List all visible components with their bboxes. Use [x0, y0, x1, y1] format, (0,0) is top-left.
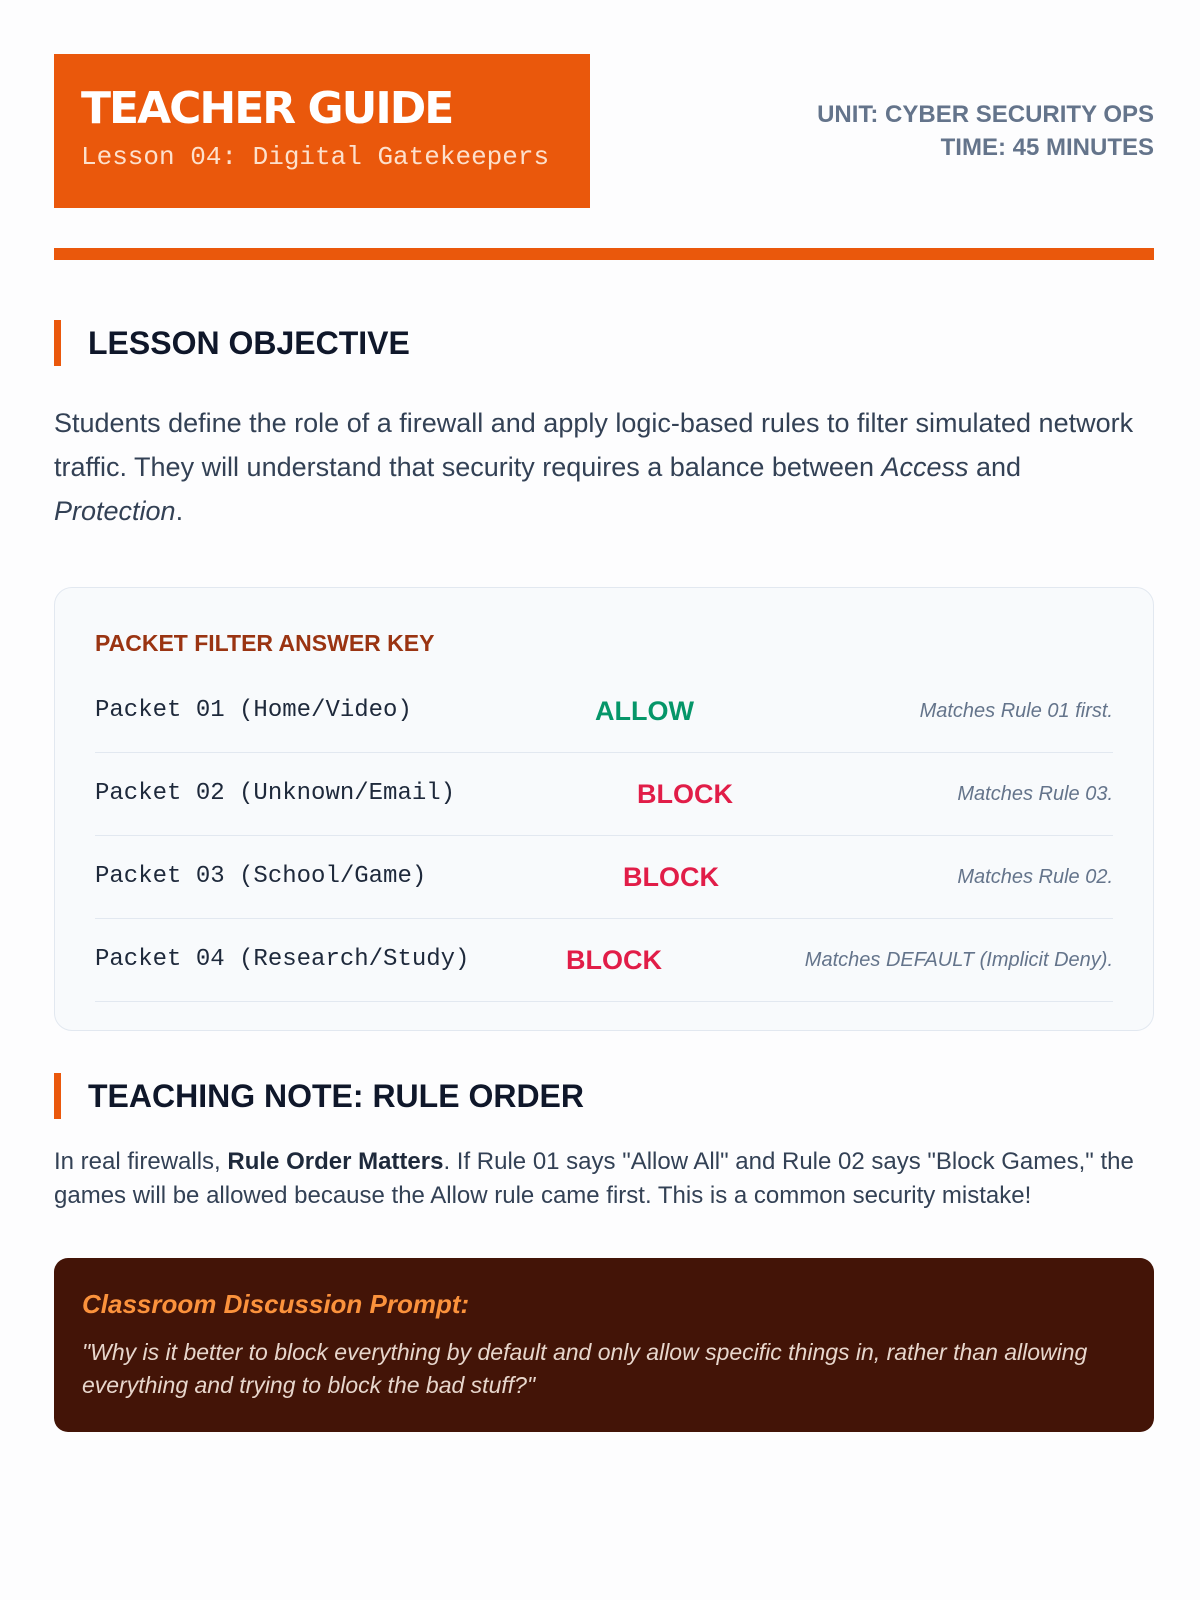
discussion-prompt-box [54, 1258, 1154, 1432]
packet-label: Packet 01 (Home/Video) [95, 697, 412, 724]
note-emphasis: Rule Order Matters [227, 1148, 444, 1175]
verdict-badge: ALLOW [595, 696, 694, 726]
teacher-guide-page [54, 54, 1154, 1398]
discussion-prompt-title: Classroom Discussion Prompt: [82, 1289, 470, 1319]
teaching-note-text [54, 1145, 1154, 1213]
table-row [95, 670, 1113, 753]
objective-text-part: and [968, 452, 1022, 482]
verdict-reason: Matches DEFAULT (Implicit Deny). [804, 949, 1113, 971]
verdict-reason: Matches Rule 02. [957, 866, 1113, 888]
packet-label: Packet 03 (School/Game) [95, 863, 427, 890]
objective-text [54, 401, 1154, 533]
objective-text-part: Students define the role of a firewall and apply logic-based rules to filter simulated network traffic. They will understand that security requires a balance between [54, 408, 1134, 482]
discussion-prompt-body: "Why is it better to block everything by default and only allow specific things in, rather than allowing everything and trying to block the bad stuff?" [82, 1339, 1088, 1398]
objective-text-part: . [175, 496, 184, 526]
table-row [95, 919, 1113, 1002]
header [54, 54, 1154, 208]
objective-heading: LESSON OBJECTIVE [54, 320, 410, 366]
answer-key-table [95, 670, 1113, 1002]
verdict-reason: Matches Rule 01 first. [919, 700, 1113, 722]
answer-key-card [54, 587, 1154, 1031]
table-row [95, 753, 1113, 836]
lesson-subtitle: Lesson 04: Digital Gatekeepers [81, 142, 550, 172]
objective-emphasis-access: Access [881, 452, 969, 482]
objective-emphasis-protection: Protection [54, 496, 176, 526]
answer-key-title: PACKET FILTER ANSWER KEY [95, 630, 435, 656]
header-divider [54, 248, 1154, 260]
page-title: TEACHER GUIDE [81, 83, 453, 134]
verdict-badge: BLOCK [623, 862, 719, 892]
packet-label: Packet 04 (Research/Study) [95, 946, 470, 973]
packet-label: Packet 02 (Unknown/Email) [95, 780, 456, 807]
table-row [95, 836, 1113, 919]
unit-label: UNIT: CYBER SECURITY OPS [817, 101, 1154, 128]
verdict-reason: Matches Rule 03. [957, 783, 1113, 805]
time-label: TIME: 45 MINUTES [940, 134, 1154, 161]
note-text-part: . If Rule 01 says "Allow All" and Rule 02 says "Block Games," the games will be allowed because the Allow rule came first. This is a common security mistake! [54, 1148, 1134, 1209]
verdict-badge: BLOCK [566, 945, 662, 975]
title-banner [54, 54, 590, 208]
lesson-meta [817, 98, 1154, 164]
verdict-badge: BLOCK [637, 779, 733, 809]
teaching-note-heading: TEACHING NOTE: RULE ORDER [54, 1073, 584, 1119]
note-text-part: In real firewalls, [54, 1148, 228, 1175]
